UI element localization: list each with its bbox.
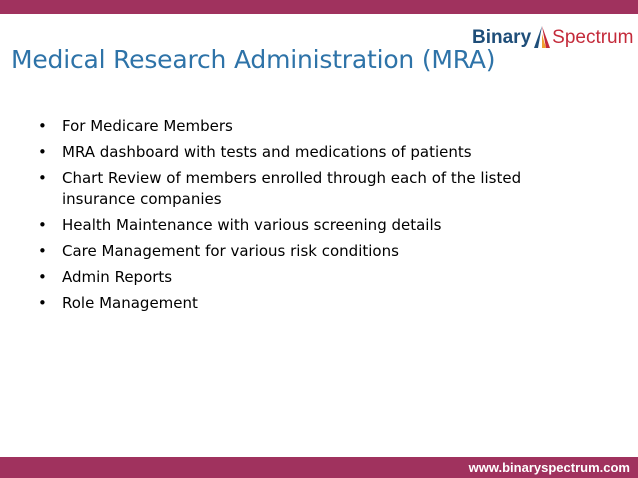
slide-title: Medical Research Administration (MRA) <box>11 45 496 74</box>
bullet-item <box>38 168 598 210</box>
bullet-item <box>38 267 598 288</box>
bullet-text: Role Management <box>62 294 198 312</box>
bullet-dot-icon: • <box>38 294 47 312</box>
bullet-item <box>38 293 598 314</box>
logo-spectrum-mark-icon <box>532 24 552 50</box>
bullet-item <box>38 142 598 163</box>
bullet-item <box>38 241 598 262</box>
bullet-text: Health Maintenance with various screening details <box>62 216 442 234</box>
top-accent-bar <box>0 0 638 14</box>
bullet-dot-icon: • <box>38 117 47 135</box>
bullet-dot-icon: • <box>38 143 47 161</box>
logo-text-binary: Binary <box>472 27 532 48</box>
bullet-text: MRA dashboard with tests and medications of patients <box>62 143 472 161</box>
bullet-list <box>38 116 598 319</box>
logo-text-spectrum: Spectrum <box>552 27 634 48</box>
bottom-accent-bar <box>0 457 638 478</box>
footer-website-link[interactable]: www.binaryspectrum.com <box>468 460 630 475</box>
bullet-dot-icon: • <box>38 169 47 187</box>
bullet-dot-icon: • <box>38 216 47 234</box>
bullet-dot-icon: • <box>38 242 47 260</box>
bullet-text: Admin Reports <box>62 268 173 286</box>
bullet-dot-icon: • <box>38 268 47 286</box>
bullet-item <box>38 116 598 137</box>
company-logo <box>472 20 633 50</box>
bullet-text: For Medicare Members <box>62 117 233 135</box>
bullet-text: Chart Review of members enrolled through each of the listed insurance companies <box>62 169 522 208</box>
bullet-item <box>38 215 598 236</box>
bullet-text: Care Management for various risk conditions <box>62 242 399 260</box>
